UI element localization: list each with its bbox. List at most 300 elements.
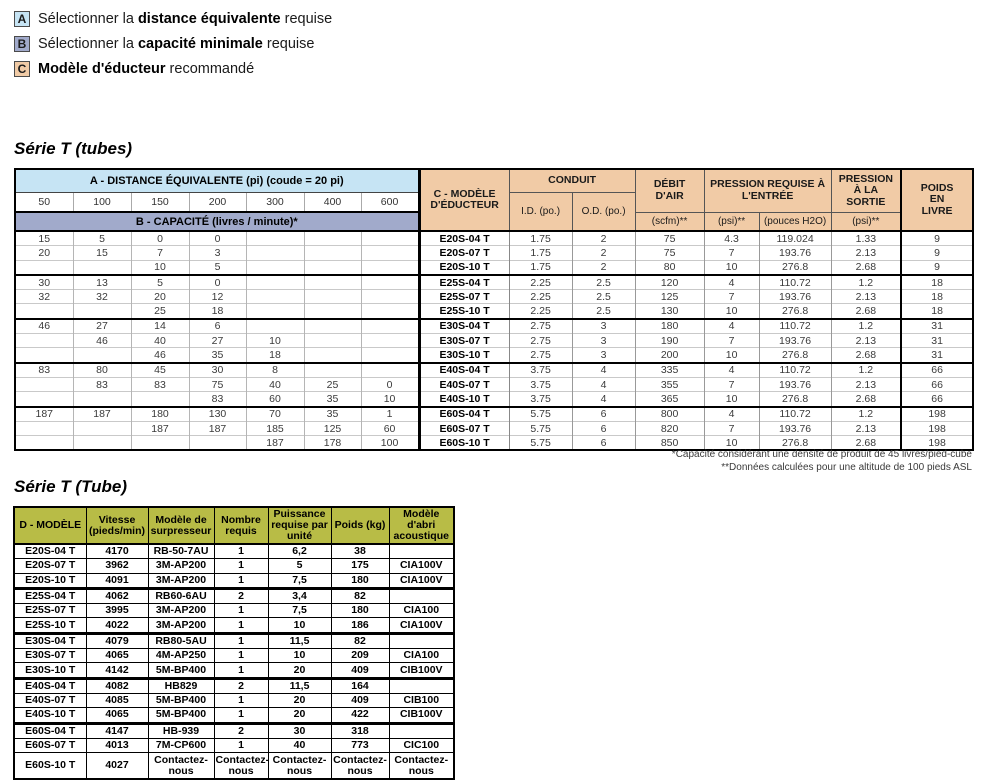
table-cell: 187 bbox=[246, 436, 304, 451]
table-cell: 2.13 bbox=[831, 334, 901, 348]
table-cell: 10 bbox=[704, 436, 759, 451]
table-cell: 276.8 bbox=[759, 348, 831, 363]
table-cell: 0 bbox=[189, 275, 246, 290]
table-cell: E20S-07 T bbox=[14, 559, 86, 573]
table-cell: 35 bbox=[189, 348, 246, 363]
table-cell: 4 bbox=[704, 363, 759, 378]
table-cell: HB-939 bbox=[148, 723, 214, 738]
table-cell: 6 bbox=[572, 436, 635, 451]
table-cell: 83 bbox=[189, 392, 246, 407]
serie-t-tubes-title: Série T (tubes) bbox=[14, 139, 133, 158]
table-cell: Contactez-nous bbox=[268, 753, 331, 780]
table-cell: 4079 bbox=[86, 633, 148, 648]
table-cell: 30 bbox=[268, 723, 331, 738]
table-row bbox=[14, 753, 454, 780]
legend-text-a bbox=[38, 11, 332, 27]
table-cell: 3.75 bbox=[509, 363, 572, 378]
table-cell: 30 bbox=[15, 275, 73, 290]
selection-legend bbox=[14, 10, 332, 85]
table-cell bbox=[246, 319, 304, 334]
table-cell: 3995 bbox=[86, 604, 148, 618]
table-cell: 276.8 bbox=[759, 392, 831, 407]
table-cell bbox=[246, 260, 304, 275]
table-cell: 3962 bbox=[86, 559, 148, 573]
table-cell: 2.13 bbox=[831, 290, 901, 304]
table-row bbox=[14, 678, 454, 693]
conduit-id-subheader: I.D. (po.) bbox=[509, 193, 572, 232]
table-cell: 409 bbox=[331, 693, 389, 707]
serie-t-tube-table bbox=[13, 506, 455, 780]
table-cell: 276.8 bbox=[759, 436, 831, 451]
table-cell: 1.33 bbox=[831, 231, 901, 246]
table-cell: 5M-BP400 bbox=[148, 663, 214, 678]
distance-value: 100 bbox=[73, 193, 131, 213]
table-cell: 193.76 bbox=[759, 377, 831, 391]
table-cell: 7 bbox=[704, 290, 759, 304]
table-cell bbox=[361, 348, 419, 363]
table-cell: 4142 bbox=[86, 663, 148, 678]
table-cell: 2.25 bbox=[509, 290, 572, 304]
table-cell: Contactez-nous bbox=[331, 753, 389, 780]
table-cell: 7 bbox=[704, 334, 759, 348]
table-cell: 31 bbox=[901, 319, 973, 334]
table-cell: 1 bbox=[214, 573, 268, 588]
table-cell: 4 bbox=[572, 363, 635, 378]
table-cell: 4 bbox=[704, 319, 759, 334]
table-cell: 2.68 bbox=[831, 348, 901, 363]
table-cell: 198 bbox=[901, 421, 973, 435]
table-cell: 4091 bbox=[86, 573, 148, 588]
table-cell: E20S-04 T bbox=[419, 231, 509, 246]
table-cell: 10 bbox=[704, 348, 759, 363]
column-header-poids: Poids (kg) bbox=[331, 507, 389, 544]
table-cell bbox=[73, 260, 131, 275]
table-cell: CIB100 bbox=[389, 693, 454, 707]
table-cell: 110.72 bbox=[759, 363, 831, 378]
legend-item-b bbox=[14, 35, 332, 52]
table-cell: 180 bbox=[331, 604, 389, 618]
table-cell: 10 bbox=[268, 618, 331, 633]
table-cell: E60S-10 T bbox=[14, 753, 86, 780]
table-cell bbox=[361, 363, 419, 378]
table-cell: 5M-BP400 bbox=[148, 708, 214, 723]
legend-letter-c-badge: C bbox=[14, 61, 30, 77]
table-cell: HB829 bbox=[148, 678, 214, 693]
table-cell: 5M-BP400 bbox=[148, 693, 214, 707]
table-cell: 2.25 bbox=[509, 275, 572, 290]
table-cell: 20 bbox=[131, 290, 189, 304]
table-cell: 15 bbox=[15, 231, 73, 246]
distance-value: 400 bbox=[304, 193, 361, 213]
table-cell: 66 bbox=[901, 377, 973, 391]
table-cell bbox=[246, 304, 304, 319]
table-cell: 130 bbox=[635, 304, 704, 319]
table-cell: 365 bbox=[635, 392, 704, 407]
table-cell: 80 bbox=[73, 363, 131, 378]
table-cell: 800 bbox=[635, 407, 704, 422]
table-cell: E60S-07 T bbox=[419, 421, 509, 435]
table-cell: E60S-10 T bbox=[419, 436, 509, 451]
table-cell: 850 bbox=[635, 436, 704, 451]
table-cell: 178 bbox=[304, 436, 361, 451]
table-cell: 130 bbox=[189, 407, 246, 422]
table-cell: 9 bbox=[901, 246, 973, 260]
table-cell: 27 bbox=[189, 334, 246, 348]
column-header-vitesse: Vitesse (pieds/min) bbox=[86, 507, 148, 544]
table-cell: 1 bbox=[214, 663, 268, 678]
table-cell: 190 bbox=[635, 334, 704, 348]
table-cell: 3M-AP200 bbox=[148, 559, 214, 573]
table-cell: E30S-10 T bbox=[419, 348, 509, 363]
column-header-nombre: Nombre requis bbox=[214, 507, 268, 544]
table-cell: 120 bbox=[635, 275, 704, 290]
table-cell: E30S-04 T bbox=[419, 319, 509, 334]
table-cell bbox=[15, 377, 73, 391]
table-cell: 4147 bbox=[86, 723, 148, 738]
serie-t-tube-body bbox=[14, 544, 454, 779]
table-row bbox=[14, 738, 454, 752]
table-cell: 7,5 bbox=[268, 604, 331, 618]
table-row bbox=[14, 618, 454, 633]
legend-text-a-bold: distance équivalente bbox=[137, 10, 281, 27]
header-row-distance bbox=[15, 169, 973, 193]
capacite-header: B - CAPACITÉ (livres / minute)* bbox=[15, 212, 419, 231]
table-cell: 2.5 bbox=[572, 290, 635, 304]
legend-text-b-bold: capacité minimale bbox=[137, 35, 263, 52]
table-cell bbox=[361, 304, 419, 319]
table-cell: 2 bbox=[572, 246, 635, 260]
table-cell: 9 bbox=[901, 231, 973, 246]
table-cell: 5.75 bbox=[509, 407, 572, 422]
table-cell bbox=[389, 723, 454, 738]
table-cell: 7 bbox=[704, 246, 759, 260]
table-row bbox=[15, 304, 973, 319]
table-cell: 4065 bbox=[86, 708, 148, 723]
table-cell: 20 bbox=[268, 708, 331, 723]
table-cell bbox=[389, 678, 454, 693]
table-cell bbox=[361, 231, 419, 246]
table-cell: E25S-04 T bbox=[419, 275, 509, 290]
column-header-surpresseur: Modèle de surpresseur bbox=[148, 507, 214, 544]
table-cell: 0 bbox=[131, 231, 189, 246]
table-cell bbox=[361, 246, 419, 260]
table-cell: 35 bbox=[304, 407, 361, 422]
legend-item-c bbox=[14, 60, 332, 77]
table-row bbox=[14, 544, 454, 559]
table-cell: 4 bbox=[572, 392, 635, 407]
table-cell bbox=[246, 246, 304, 260]
table-cell: 198 bbox=[901, 436, 973, 451]
table-cell bbox=[304, 275, 361, 290]
legend-letter-b-badge: B bbox=[14, 36, 30, 52]
table-row bbox=[15, 319, 973, 334]
distance-value: 150 bbox=[131, 193, 189, 213]
table-row bbox=[14, 649, 454, 663]
table-cell: 11,5 bbox=[268, 678, 331, 693]
table-cell: 355 bbox=[635, 377, 704, 391]
table-cell: 2.75 bbox=[509, 319, 572, 334]
table-cell: 5 bbox=[189, 260, 246, 275]
table-cell: 12 bbox=[189, 290, 246, 304]
serie-t-tubes-header bbox=[15, 169, 973, 231]
table-cell: E40S-04 T bbox=[419, 363, 509, 378]
table-cell: 10 bbox=[246, 334, 304, 348]
table-row bbox=[14, 693, 454, 707]
table-cell: E30S-04 T bbox=[14, 633, 86, 648]
table-cell: CIA100V bbox=[389, 573, 454, 588]
table-cell bbox=[304, 363, 361, 378]
table-cell: 15 bbox=[73, 246, 131, 260]
table-cell: 180 bbox=[331, 573, 389, 588]
table-cell: 75 bbox=[189, 377, 246, 391]
table-cell: E25S-07 T bbox=[419, 290, 509, 304]
table-cell: 2 bbox=[572, 231, 635, 246]
pression-entree-header: PRESSION REQUISE À L'ENTRÉE bbox=[704, 169, 831, 212]
table-cell: 82 bbox=[331, 588, 389, 603]
table-cell: 4M-AP250 bbox=[148, 649, 214, 663]
table-cell bbox=[15, 392, 73, 407]
table-cell: 1 bbox=[214, 604, 268, 618]
table-cell: 3M-AP200 bbox=[148, 573, 214, 588]
table-cell: E25S-04 T bbox=[14, 588, 86, 603]
table-cell: 187 bbox=[15, 407, 73, 422]
table-cell: CIA100V bbox=[389, 618, 454, 633]
table-cell: 4082 bbox=[86, 678, 148, 693]
table-cell: 10 bbox=[704, 260, 759, 275]
table-cell: 1.2 bbox=[831, 363, 901, 378]
table-cell bbox=[246, 275, 304, 290]
serie-t-tube-header bbox=[14, 507, 454, 544]
table-cell: 187 bbox=[131, 421, 189, 435]
table-cell: 18 bbox=[246, 348, 304, 363]
table-cell: Contactez-nous bbox=[389, 753, 454, 780]
conduit-header: CONDUIT bbox=[509, 169, 635, 193]
table-cell: 25 bbox=[304, 377, 361, 391]
table-cell: 5 bbox=[131, 275, 189, 290]
table-cell: 4065 bbox=[86, 649, 148, 663]
table-cell: 164 bbox=[331, 678, 389, 693]
table-cell: 4022 bbox=[86, 618, 148, 633]
table-cell: 2 bbox=[214, 588, 268, 603]
table-cell: 60 bbox=[246, 392, 304, 407]
table-cell: 66 bbox=[901, 392, 973, 407]
table-row bbox=[15, 334, 973, 348]
table-cell: 8 bbox=[246, 363, 304, 378]
legend-text-a-pre: Sélectionner la bbox=[38, 10, 138, 27]
table-cell: 10 bbox=[704, 304, 759, 319]
table-cell: 6 bbox=[572, 407, 635, 422]
table-cell: 2.68 bbox=[831, 304, 901, 319]
table-cell: 2.75 bbox=[509, 334, 572, 348]
table-cell: 180 bbox=[131, 407, 189, 422]
table-cell: 3,4 bbox=[268, 588, 331, 603]
table-row bbox=[14, 723, 454, 738]
table-cell: 2.5 bbox=[572, 304, 635, 319]
table-cell: 4 bbox=[704, 275, 759, 290]
table-cell: 2.13 bbox=[831, 246, 901, 260]
table-cell: 2 bbox=[214, 723, 268, 738]
table-cell: 7 bbox=[131, 246, 189, 260]
table-cell bbox=[389, 588, 454, 603]
table-cell: 5 bbox=[73, 231, 131, 246]
table-cell: CIA100 bbox=[389, 649, 454, 663]
table-cell: 10 bbox=[131, 260, 189, 275]
table-cell: 20 bbox=[15, 246, 73, 260]
table-row bbox=[14, 708, 454, 723]
table-cell: 70 bbox=[246, 407, 304, 422]
table-cell: 40 bbox=[131, 334, 189, 348]
table-cell: 4062 bbox=[86, 588, 148, 603]
table-row bbox=[15, 231, 973, 246]
table-cell: E60S-04 T bbox=[419, 407, 509, 422]
table-cell bbox=[361, 260, 419, 275]
table-cell bbox=[246, 231, 304, 246]
table-cell: 1 bbox=[214, 708, 268, 723]
table-cell bbox=[246, 290, 304, 304]
table-cell: 5.75 bbox=[509, 421, 572, 435]
table-cell bbox=[15, 304, 73, 319]
table-cell bbox=[361, 275, 419, 290]
table-cell: 30 bbox=[189, 363, 246, 378]
table-cell: CIB100V bbox=[389, 663, 454, 678]
table-cell: 46 bbox=[131, 348, 189, 363]
pression-sortie-header: PRESSION À LA SORTIE bbox=[831, 169, 901, 212]
table-cell: E20S-04 T bbox=[14, 544, 86, 559]
table-cell: 1 bbox=[214, 633, 268, 648]
table-cell bbox=[15, 348, 73, 363]
table-cell: 2.13 bbox=[831, 377, 901, 391]
table-cell: 4085 bbox=[86, 693, 148, 707]
table-cell: E60S-04 T bbox=[14, 723, 86, 738]
table-cell: 2.68 bbox=[831, 436, 901, 451]
table-cell: E40S-10 T bbox=[419, 392, 509, 407]
table-cell bbox=[73, 421, 131, 435]
psi-sortie-subheader: (psi)** bbox=[831, 212, 901, 231]
table-cell: 185 bbox=[246, 421, 304, 435]
modele-educteur-header: C - MODÈLE D'ÉDUCTEUR bbox=[419, 169, 509, 231]
table-cell: 820 bbox=[635, 421, 704, 435]
table-cell bbox=[15, 421, 73, 435]
table-cell: 18 bbox=[901, 290, 973, 304]
table-cell: 110.72 bbox=[759, 275, 831, 290]
table-cell: 186 bbox=[331, 618, 389, 633]
table-cell: 83 bbox=[131, 377, 189, 391]
table-cell bbox=[304, 348, 361, 363]
table-cell: 46 bbox=[73, 334, 131, 348]
table-cell: 1.75 bbox=[509, 246, 572, 260]
table-cell: 10 bbox=[268, 649, 331, 663]
table-cell bbox=[15, 334, 73, 348]
table-cell: E40S-07 T bbox=[14, 693, 86, 707]
table-cell: 38 bbox=[331, 544, 389, 559]
table-cell: 18 bbox=[189, 304, 246, 319]
table-cell: 1 bbox=[214, 738, 268, 752]
legend-letter-a-badge: A bbox=[14, 11, 30, 27]
table-cell: 1.75 bbox=[509, 260, 572, 275]
table-cell: 3 bbox=[572, 319, 635, 334]
table-cell: 83 bbox=[15, 363, 73, 378]
table-cell: E25S-10 T bbox=[14, 618, 86, 633]
serie-t-tubes-table bbox=[14, 168, 974, 451]
legend-text-c-post: recommandé bbox=[165, 60, 255, 77]
table-cell bbox=[304, 334, 361, 348]
table-cell bbox=[304, 290, 361, 304]
table-cell: 4.3 bbox=[704, 231, 759, 246]
table-cell: E20S-10 T bbox=[419, 260, 509, 275]
table-cell: 1 bbox=[214, 544, 268, 559]
conduit-od-subheader: O.D. (po.) bbox=[572, 193, 635, 232]
table-cell: 2.13 bbox=[831, 421, 901, 435]
table-cell: RB60-6AU bbox=[148, 588, 214, 603]
table-cell: E25S-10 T bbox=[419, 304, 509, 319]
legend-text-c-bold: Modèle d'éducteur bbox=[38, 60, 166, 77]
table-cell: 82 bbox=[331, 633, 389, 648]
table-row bbox=[15, 377, 973, 391]
table-cell bbox=[304, 260, 361, 275]
legend-item-a bbox=[14, 10, 332, 27]
table-cell: 3 bbox=[572, 334, 635, 348]
table-cell bbox=[73, 348, 131, 363]
legend-text-b-post: requise bbox=[262, 35, 315, 52]
table-cell: 200 bbox=[635, 348, 704, 363]
table-cell: 1.75 bbox=[509, 231, 572, 246]
table-cell: 9 bbox=[901, 260, 973, 275]
table-row bbox=[15, 246, 973, 260]
table-cell: 4013 bbox=[86, 738, 148, 752]
table-row bbox=[15, 260, 973, 275]
table-cell: RB-50-7AU bbox=[148, 544, 214, 559]
table-cell: E25S-07 T bbox=[14, 604, 86, 618]
table-row bbox=[14, 663, 454, 678]
table-cell bbox=[73, 304, 131, 319]
table-cell: CIA100 bbox=[389, 604, 454, 618]
column-header-puissance: Puissance requise par unité bbox=[268, 507, 331, 544]
table-cell: 193.76 bbox=[759, 290, 831, 304]
table-cell: 75 bbox=[635, 231, 704, 246]
table-cell: 193.76 bbox=[759, 246, 831, 260]
pouces-h2o-subheader: (pouces H2O) bbox=[759, 212, 831, 231]
table-cell: E40S-04 T bbox=[14, 678, 86, 693]
table-cell: CIA100V bbox=[389, 559, 454, 573]
table-cell: 422 bbox=[331, 708, 389, 723]
column-header-abri: Modèle d'abri acoustique bbox=[389, 507, 454, 544]
table-cell: 6 bbox=[189, 319, 246, 334]
table-cell: 20 bbox=[268, 663, 331, 678]
table-cell: 1 bbox=[214, 693, 268, 707]
table-cell: 110.72 bbox=[759, 319, 831, 334]
legend-text-b-pre: Sélectionner la bbox=[38, 35, 138, 52]
footnote-capacity: *Capacité considérant une densité de produit de 45 livres/pied-cube bbox=[671, 449, 972, 460]
table-cell: 4 bbox=[572, 377, 635, 391]
table-cell: 18 bbox=[901, 304, 973, 319]
table-cell: 6 bbox=[572, 421, 635, 435]
table-row bbox=[15, 275, 973, 290]
table-cell: 2.68 bbox=[831, 392, 901, 407]
table-cell: 31 bbox=[901, 348, 973, 363]
table-cell: 209 bbox=[331, 649, 389, 663]
table-cell: 14 bbox=[131, 319, 189, 334]
table-cell: 175 bbox=[331, 559, 389, 573]
table-cell: 335 bbox=[635, 363, 704, 378]
legend-text-a-post: requise bbox=[280, 10, 333, 27]
table-cell bbox=[361, 334, 419, 348]
table-cell: 83 bbox=[73, 377, 131, 391]
table-cell: 0 bbox=[189, 231, 246, 246]
table-cell: 2 bbox=[214, 678, 268, 693]
table-cell: E20S-07 T bbox=[419, 246, 509, 260]
table-row bbox=[15, 290, 973, 304]
header-row bbox=[14, 507, 454, 544]
